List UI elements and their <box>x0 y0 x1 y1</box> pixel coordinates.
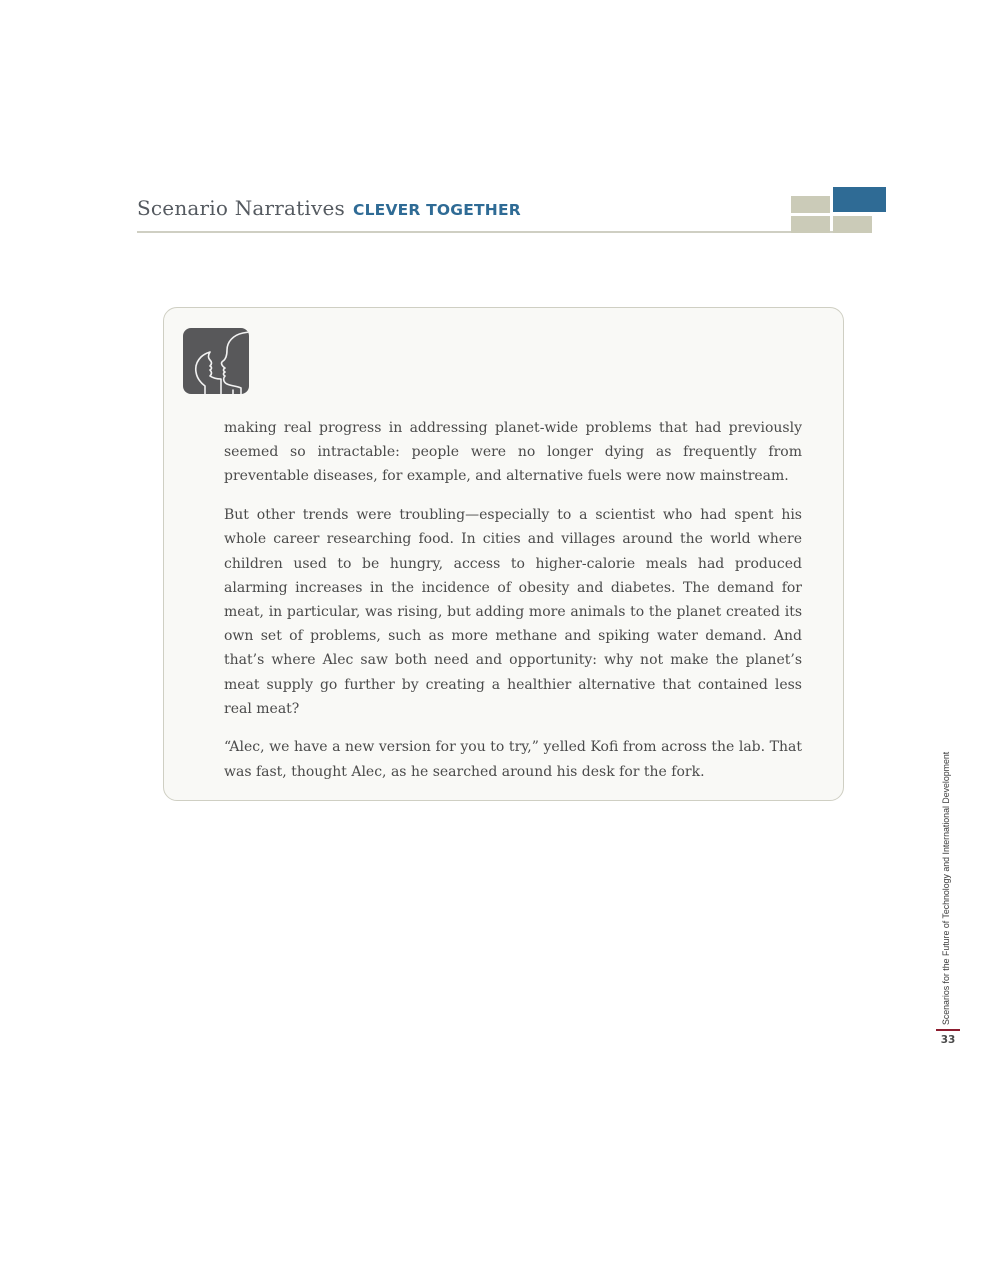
paragraph-3: “Alec, we have a new version for you to try,” yelled Kofi from across the lab. That was fast, thought Alec, as he searched around his desk for the fork. <box>224 739 802 780</box>
header-block-tan-2 <box>791 216 830 233</box>
header-block-tan-3 <box>833 216 872 233</box>
running-title-container <box>938 751 958 1026</box>
page-number: 33 <box>940 1034 956 1046</box>
header-blocks-graphic <box>791 187 887 235</box>
header-block-tan-1 <box>791 196 830 213</box>
narrative-text <box>224 416 802 798</box>
header-block-blue <box>833 187 886 212</box>
page-number-rule <box>936 1029 960 1031</box>
two-faces-icon <box>183 328 249 394</box>
header-rule <box>137 231 872 233</box>
page-header <box>137 196 797 232</box>
section-title: Scenario Narratives <box>137 196 345 220</box>
running-title: Scenarios for the Future of Technology and International Development <box>941 751 951 1025</box>
scenario-name: CLEVER TOGETHER <box>353 201 521 219</box>
paragraph-2: But other trends were troubling—especially to a scientist who had spent his whole career researching food. In cities and villages around the world where children used to be hungry, access to higher-calorie meals had produced alarming increases in the incidence of obesity and diabetes. The demand for meat, in particular, was rising, but adding more animals to the planet created its own set of problems, such as more methane and spiking water demand. And that’s where Alec saw both need and opportunity: why not make the planet’s meat supply go further by creating a healthier alternative that contained less real meat? <box>224 507 802 717</box>
paragraph-1: making real progress in addressing planet-wide problems that had previously seemed so intractable: people were no longer dying as frequently from preventable diseases, for example, and alternative fuels were now mainstream. <box>224 420 802 485</box>
